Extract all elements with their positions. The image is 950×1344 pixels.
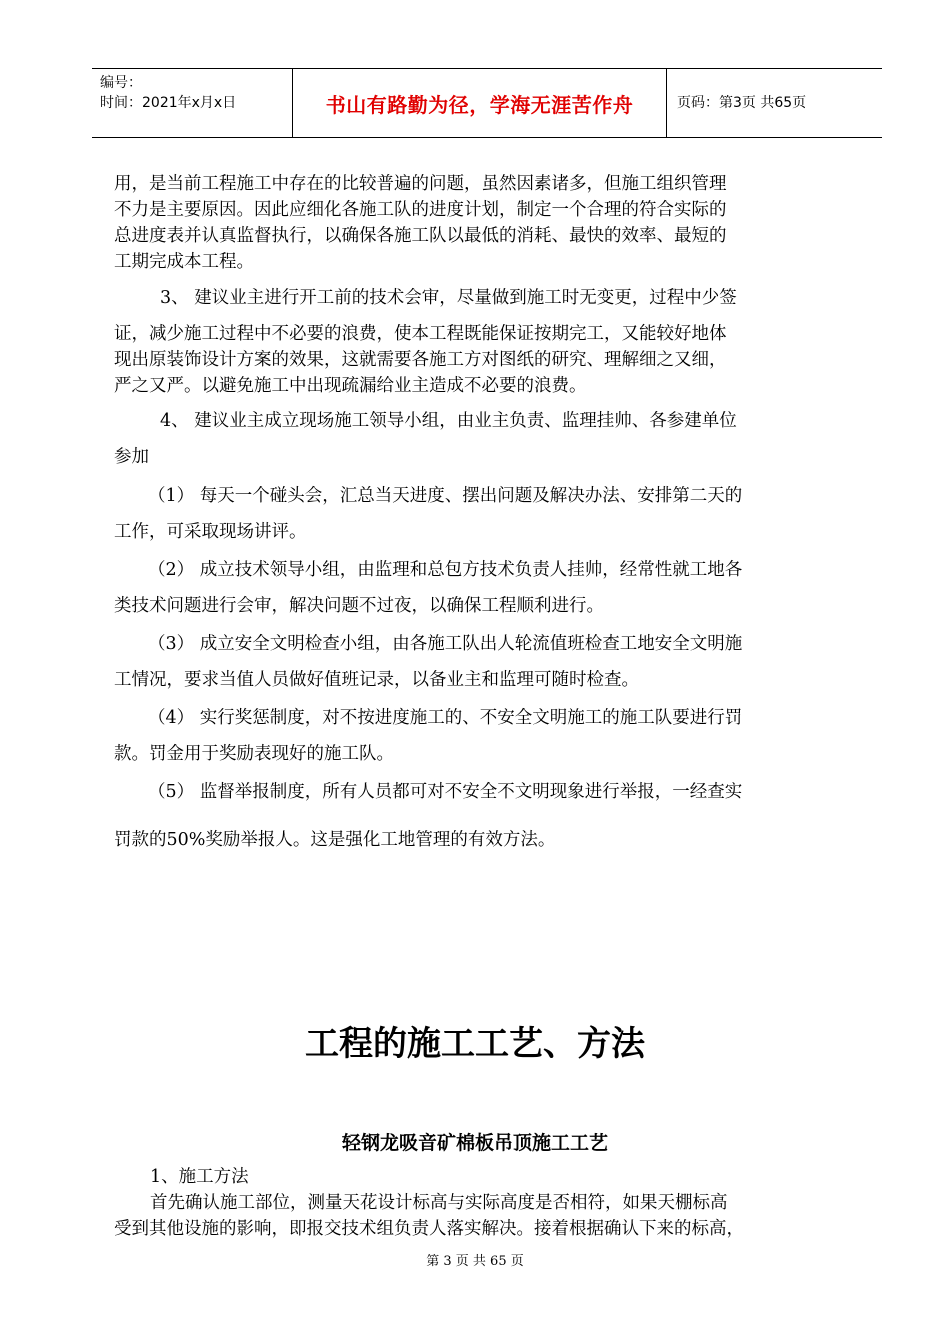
document-time-label: 时间：2021年x月x日 xyxy=(100,95,237,111)
paragraph-line: 4、 建议业主成立现场施工领导小组，由业主负责、监理挂帅、各参建单位 xyxy=(160,411,737,431)
header-motto: 书山有路勤为径，学海无涯苦作舟 xyxy=(325,92,634,117)
header-meta xyxy=(92,69,293,137)
list-item-line: （4） 实行奖惩制度，对不按进度施工的、不安全文明施工的施工队要进行罚 xyxy=(148,708,743,728)
list-item-line: 工情况，要求当值人员做好值班记录，以备业主和监理可随时检查。 xyxy=(114,670,639,690)
method-heading: 1、施工方法 xyxy=(150,1167,249,1187)
page-header xyxy=(92,68,882,138)
list-item-line: （1） 每天一个碰头会，汇总当天进度、摆出问题及解决办法、安排第二天的 xyxy=(148,486,743,506)
paragraph-line: 3、 建议业主进行开工前的技术会审，尽量做到施工时无变更，过程中少签 xyxy=(160,288,737,308)
paragraph-line: 证，减少施工过程中不必要的浪费，使本工程既能保证按期完工，又能较好地体 xyxy=(114,324,727,344)
page-footer: 第 3 页 共 65 页 xyxy=(426,1254,524,1269)
list-item-line: 类技术问题进行会审，解决问题不过夜，以确保工程顺利进行。 xyxy=(114,596,604,616)
list-item-line: （2） 成立技术领导小组，由监理和总包方技术负责人挂帅，经常性就工地各 xyxy=(148,560,743,580)
list-item-line: 款。罚金用于奖励表现好的施工队。 xyxy=(114,744,394,764)
document-number-label: 编号： xyxy=(100,75,142,91)
paragraph-line: 首先确认施工部位，测量天花设计标高与实际高度是否相符，如果天棚标高 xyxy=(150,1193,728,1213)
paragraph-line: 严之又严。以避免施工中出现疏漏给业主造成不必要的浪费。 xyxy=(114,376,587,396)
paragraph-line: 不力是主要原因。因此应细化各施工队的进度计划，制定一个合理的符合实际的 xyxy=(114,200,727,220)
paragraph-line: 总进度表并认真监督执行，以确保各施工队以最低的消耗、最快的效率、最短的 xyxy=(114,226,727,246)
list-item-line: （5） 监督举报制度，所有人员都可对不安全不文明现象进行举报，一经查实 xyxy=(148,782,743,802)
header-page-cell xyxy=(667,69,882,137)
paragraph-line: 受到其他设施的影响，即报交技术组负责人落实解决。接着根据确认下来的标高， xyxy=(114,1219,744,1239)
paragraph-line: 现出原装饰设计方案的效果，这就需要各施工方对图纸的研究、理解细之又细， xyxy=(114,350,727,370)
list-item-line: 罚款的50%奖励举报人。这是强化工地管理的有效方法。 xyxy=(114,830,556,850)
paragraph-line: 用，是当前工程施工中存在的比较普遍的问题，虽然因素诸多，但施工组织管理 xyxy=(114,174,727,194)
header-motto-cell xyxy=(293,69,667,137)
list-item-line: 工作，可采取现场讲评。 xyxy=(114,522,307,542)
paragraph-line: 参加 xyxy=(114,447,149,467)
list-item-line: （3） 成立安全文明检查小组，由各施工队出人轮流值班检查工地安全文明施 xyxy=(148,634,743,654)
header-page-info: 页码：第3页 共65页 xyxy=(677,95,807,111)
section-subtitle: 轻钢龙吸音矿棉板吊顶施工工艺 xyxy=(341,1132,608,1154)
section-title: 工程的施工工艺、方法 xyxy=(305,1024,645,1064)
paragraph-line: 工期完成本工程。 xyxy=(114,252,254,272)
